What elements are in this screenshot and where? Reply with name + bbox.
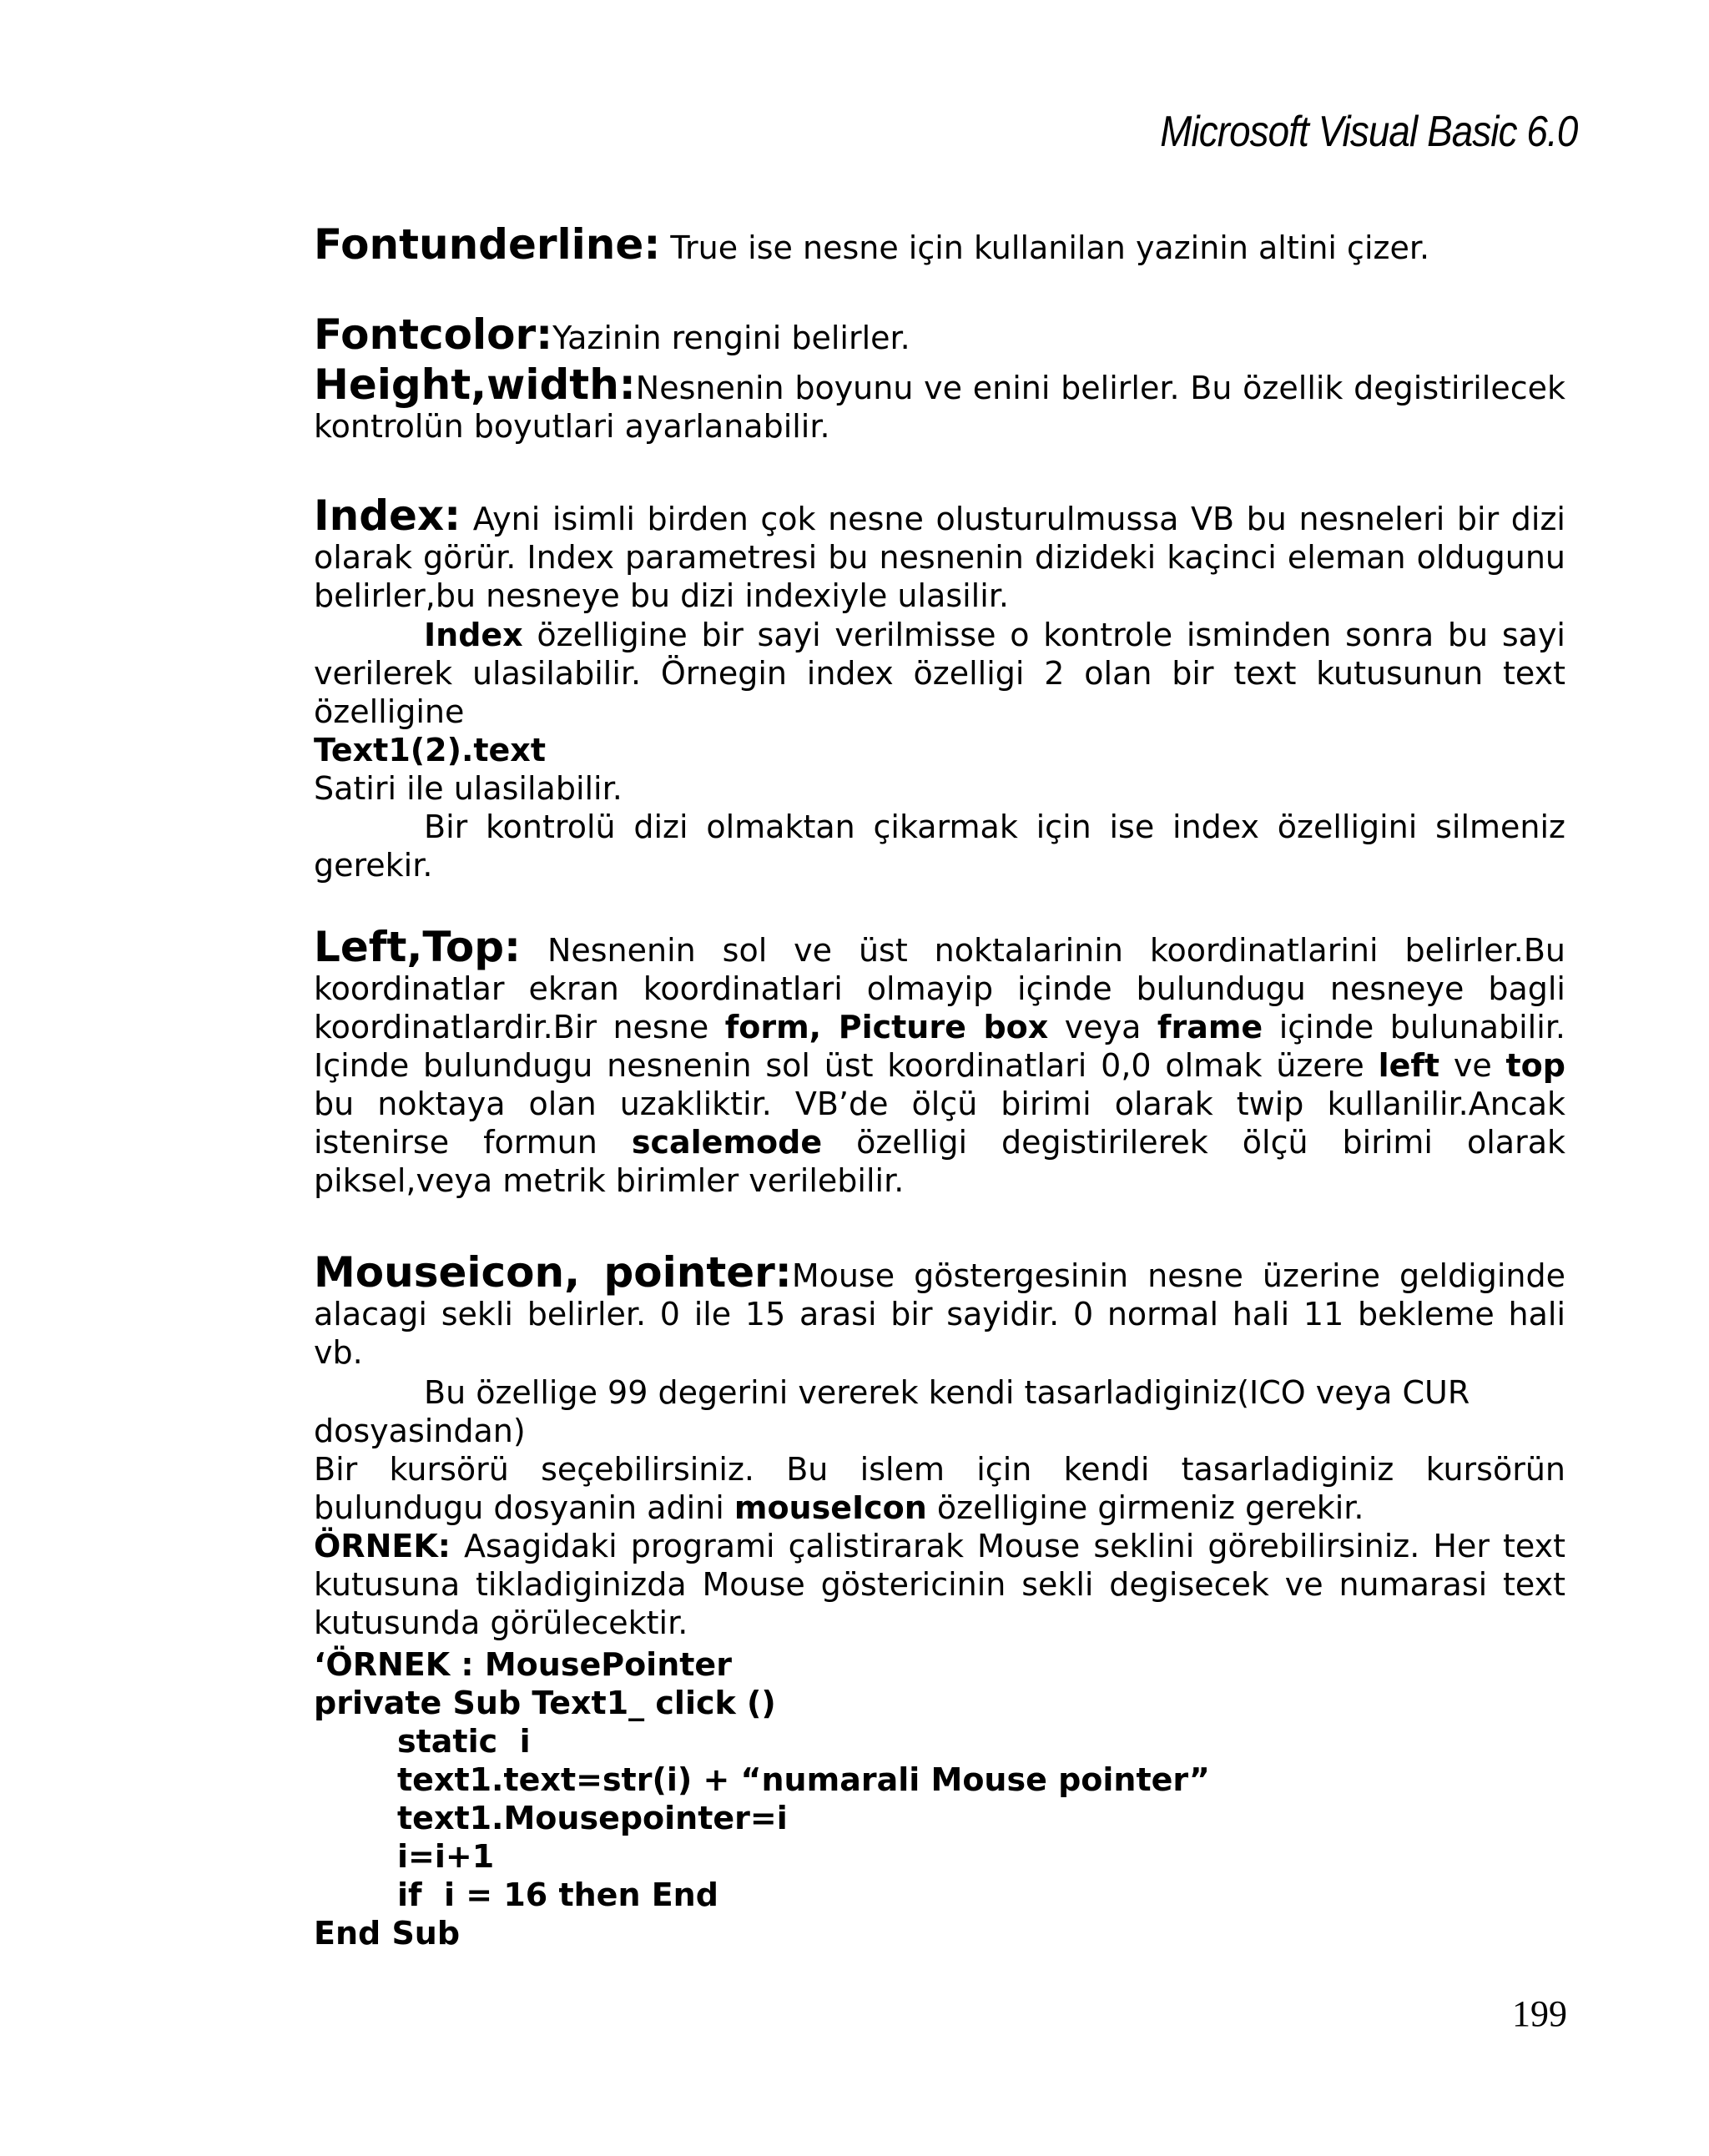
- lefttop-text-6: özelligi degistirilerek ölçü birimi olarak piksel,veya metrik birimler verilebilir.: [314, 1124, 1565, 1199]
- heightwidth-paragraph: [314, 360, 1565, 446]
- index-paragraph: [314, 491, 1565, 615]
- lefttop-bold-3: left: [1378, 1047, 1440, 1084]
- code-line: private Sub Text1_ click (): [314, 1685, 776, 1721]
- code-line: i=i+1: [397, 1838, 495, 1875]
- lefttop-bold-4: top: [1505, 1047, 1565, 1084]
- lefttop-text-3: içinde bulunabilir. Içinde bulundugu nesnenin sol üst koordinatlari 0,0 olmak üzere: [314, 1009, 1565, 1084]
- fontcolor-paragraph: [314, 310, 1565, 359]
- lefttop-bold-1: form, Picture box: [724, 1009, 1049, 1045]
- lefttop-paragraph: [314, 923, 1565, 1200]
- mouseicon-paragraph-3: [314, 1450, 1565, 1527]
- fontunderline-text: True ise nesne için kullanilan yazinin altini çizer.: [660, 229, 1430, 266]
- mouseicon-p3-text-c: özelligine girmeniz gerekir.: [926, 1489, 1364, 1526]
- lefttop-text-2: veya: [1048, 1009, 1157, 1045]
- heightwidth-text: Nesnenin boyunu ve enini belirler. Bu özellik degistirilecek kontrolün boyutlari ayarlanabilir.: [314, 370, 1565, 445]
- mouseicon-text: Mouse göstergesinin nesne üzerine geldiginde alacagi sekli belirler. 0 ile 15 arasi bir sayidir. 0 normal hali 11 bekleme hali vb.: [314, 1257, 1566, 1371]
- ornek-text: Asagidaki programi çalistirarak Mouse seklini görebilirsiniz. Her text kutusuna tikladiginizda Mouse göstericinin sekli degisecek ve numarasi text kutusunda görülecektir.: [314, 1528, 1565, 1641]
- code-line: ‘ÖRNEK : MousePointer: [314, 1646, 732, 1683]
- page-number: 199: [1512, 1993, 1567, 2034]
- index-example: Text1(2).text: [314, 732, 546, 768]
- code-line: static i: [397, 1723, 531, 1760]
- running-header: Microsoft Visual Basic 6.0: [1159, 108, 1577, 156]
- index-bold-term: Index: [424, 617, 523, 653]
- code-line: text1.Mousepointer=i: [397, 1800, 788, 1836]
- fontunderline-paragraph: [314, 220, 1565, 269]
- index-paragraph-2: [314, 616, 1565, 731]
- fontcolor-text: Yazinin rengini belirler.: [552, 320, 910, 356]
- lefttop-text-4: ve: [1439, 1047, 1506, 1084]
- code-line: text1.text=str(i) + “numarali Mouse pointer”: [397, 1761, 1210, 1798]
- index-text: Ayni isimli birden çok nesne olusturulmussa VB bu nesneleri bir dizi olarak görür. Index parametresi bu nesnenin dizideki kaçinci eleman oldugunu belirler,bu nesneye bu dizi indexiyle ulasilir.: [314, 501, 1565, 614]
- fontcolor-term: Fontcolor:: [314, 310, 553, 359]
- code-line: End Sub: [314, 1915, 461, 1952]
- lefttop-term: Left,Top:: [314, 923, 522, 971]
- index-paragraph-3: Satiri ile ulasilabilir.: [314, 770, 623, 807]
- lefttop-text-1: Nesnenin sol ve üst noktalarinin koordinatlarini belirler.Bu koordinatlar ekran koordinatlari olmayip içinde bulundugu nesneye bagli koordinatlardir.Bir nesne: [314, 932, 1565, 1045]
- fontunderline-term: Fontunderline:: [314, 220, 661, 269]
- mouseicon-p3-bold: mouseIcon: [734, 1489, 927, 1526]
- ornek-paragraph: [314, 1527, 1565, 1642]
- ornek-label: ÖRNEK:: [314, 1528, 451, 1564]
- index-paragraph-4: Bir kontrolü dizi olmaktan çikarmak için ise index özelligini silmeniz gerekir.: [314, 808, 1565, 884]
- heightwidth-term: Height,width:: [314, 360, 636, 409]
- lefttop-bold-2: frame: [1157, 1009, 1263, 1045]
- mouseicon-term: Mouseicon, pointer:: [314, 1248, 792, 1297]
- lefttop-bold-5: scalemode: [631, 1124, 823, 1161]
- index-term: Index:: [314, 491, 461, 540]
- mouseicon-p3-text-a: Bir kursörü seçebilirsiniz. Bu islem için kendi tasarladiginiz kursörün bulundugu dosyanin adini: [314, 1451, 1565, 1526]
- code-line: if i = 16 then End: [397, 1876, 718, 1913]
- index-p2-text: özelligine bir sayi verilmisse o kontrole isminden sonra bu sayi verilerek ulasilabilir. Örnegin index özelligi 2 olan bir text kutusunun text özelligine: [314, 617, 1565, 730]
- mouseicon-paragraph: [314, 1248, 1566, 1372]
- lefttop-text-5: bu noktaya olan uzakliktir. VB’de ölçü birimi olarak twip kullanilir.Ancak istenirse formun: [314, 1086, 1565, 1161]
- mouseicon-paragraph-2: Bu özellige 99 degerini vererek kendi tasarladiginiz(ICO veya CUR dosyasindan): [314, 1374, 1470, 1449]
